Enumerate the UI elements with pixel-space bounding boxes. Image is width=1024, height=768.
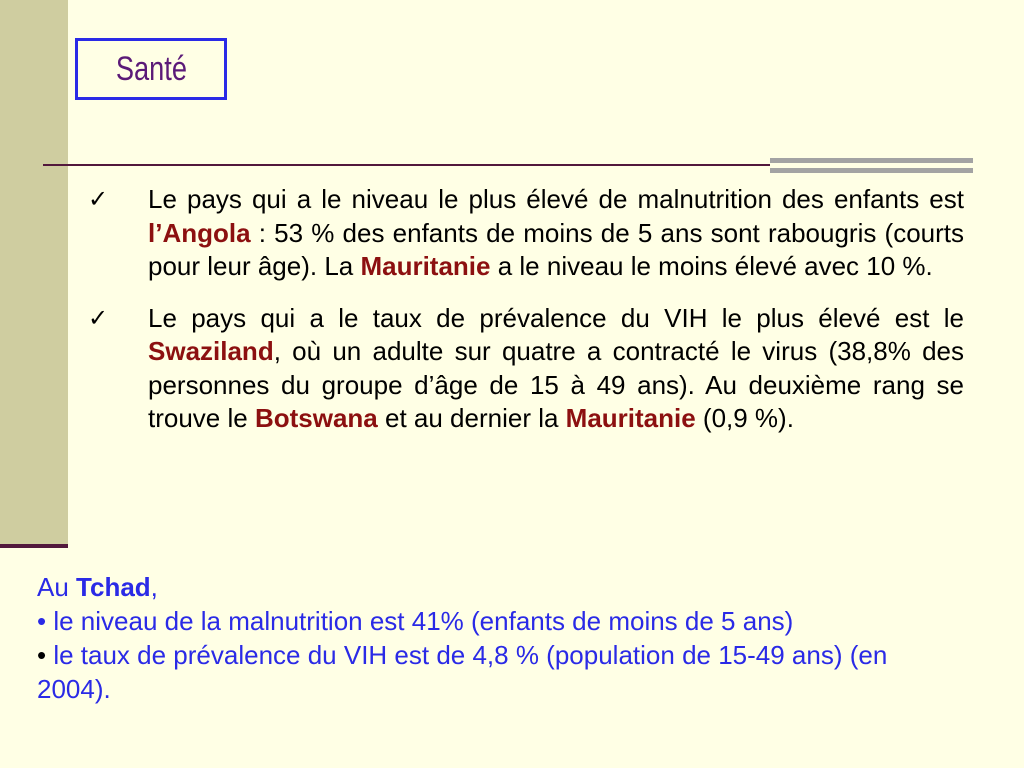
- country-botswana: Botswana: [254, 403, 378, 433]
- country-swaziland: Swaziland: [148, 336, 274, 366]
- bullet-list: [80, 183, 964, 454]
- left-bar-underline: [0, 544, 68, 548]
- check-mark-icon: ✓: [88, 303, 109, 332]
- country-mauritanie: Mauritanie: [360, 251, 491, 281]
- country-mauritanie: Mauritanie: [565, 403, 696, 433]
- left-decorative-bar: [0, 0, 68, 547]
- tchad-malnutrition-line: • le niveau de la malnutrition est 41% (enfants de moins de 5 ans): [37, 606, 794, 636]
- check-mark-icon: ✓: [88, 185, 109, 213]
- gray-double-rule: [770, 158, 973, 178]
- bullet-item-vih: ✓ Le pays qui a le taux de prévalence du VIH le plus élevé est le Swaziland, où un adulte sur quatre a contracté le virus (38,8% des personnes du groupe d’âge de 15 à 49 ans). Au deuxième rang se trouve le Botswana et au dernier la Mauritanie (0,9 %).: [88, 302, 964, 433]
- tchad-vih-line: • le taux de prévalence du VIH est de 4,8 % (population de 15-49 ans) (en 2004).: [37, 640, 888, 704]
- title-box: [75, 38, 227, 100]
- tchad-section: [37, 570, 957, 706]
- country-angola: l’Angola: [148, 217, 251, 248]
- horizontal-rule: [43, 164, 770, 166]
- tchad-heading: Au Tchad,: [37, 572, 158, 602]
- country-tchad: Tchad: [76, 572, 151, 602]
- bullet-item-malnutrition: ✓ Le pays qui a le niveau le plus élevé de malnutrition des enfants est l’Angola : 53 % des enfants de moins de 5 ans sont rabougris (courts pour leur âge). La Mauritanie a le niveau le moins élevé avec 10 %.: [88, 184, 964, 281]
- page-title: Santé: [115, 49, 187, 88]
